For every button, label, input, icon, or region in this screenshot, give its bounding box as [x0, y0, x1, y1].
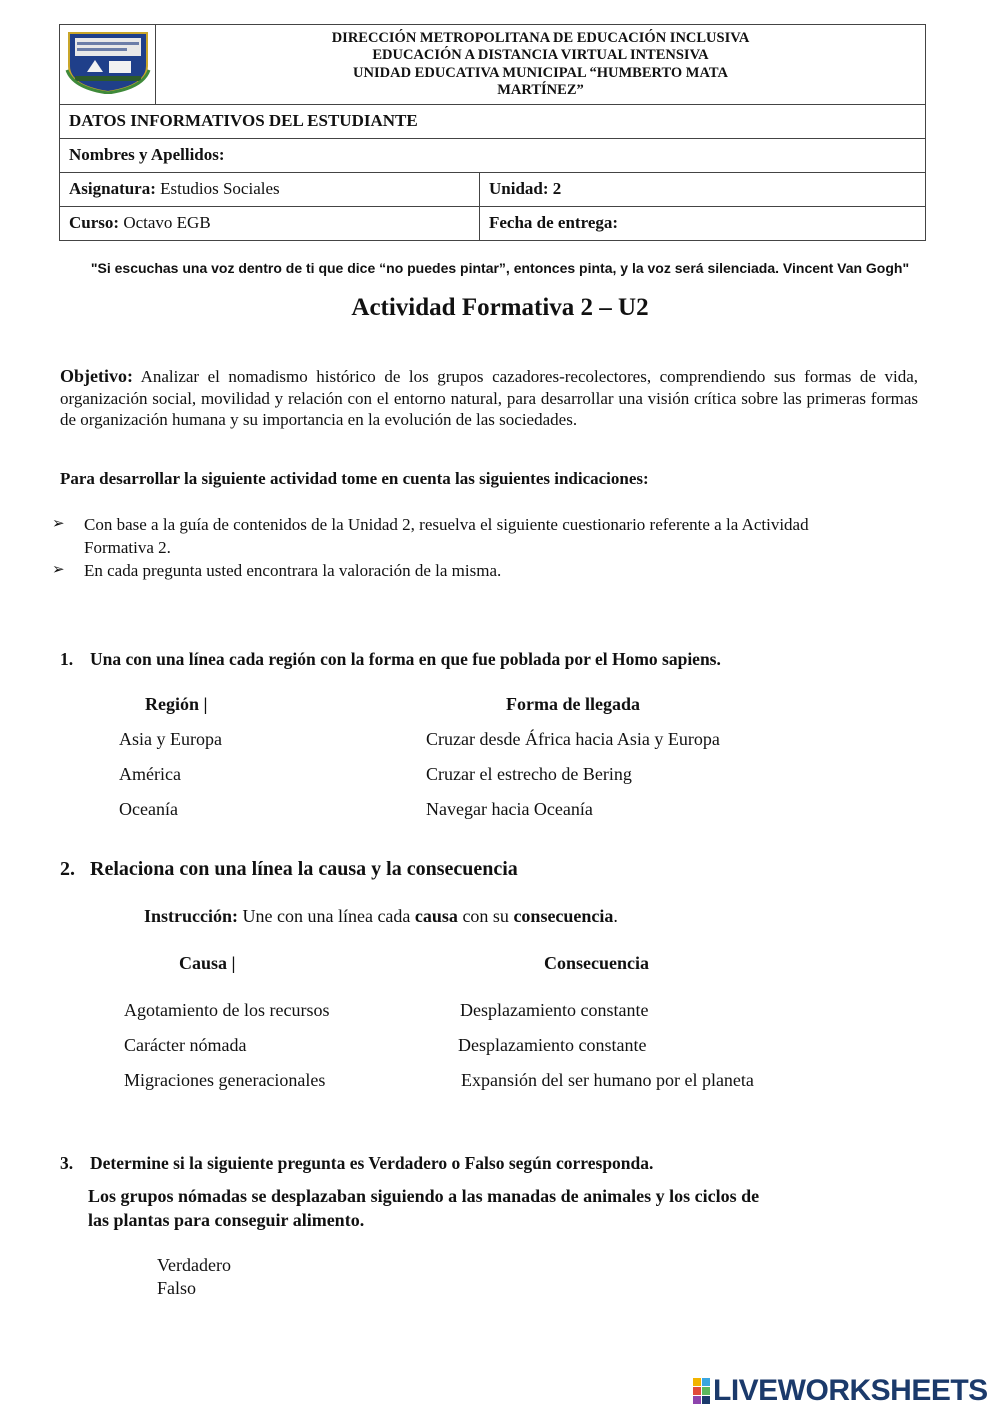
q3-number: 3. [60, 1153, 74, 1173]
page-title: Actividad Formativa 2 – U2 [351, 294, 649, 321]
instruction-text: En cada pregunta usted encontrara la valoración de la misma. [84, 561, 502, 580]
arrow-bullet-icon: ➢ [52, 562, 65, 578]
objective-paragraph [60, 366, 918, 431]
q2-instruction-text: consecuencia [513, 906, 614, 926]
q1-title [60, 649, 721, 670]
q2-number: 2. [60, 858, 75, 880]
brand-name: LIVEWORKSHEETS [713, 1374, 988, 1407]
unit-field: Unidad: 2 [480, 173, 926, 207]
liveworksheets-logo[interactable] [693, 1376, 993, 1406]
names-field[interactable]: Nombres y Apellidos: [60, 139, 926, 173]
q1-col-right-header: Forma de llegada [506, 694, 640, 714]
institution-heading [156, 25, 926, 105]
q2-right-item[interactable]: Desplazamiento constante [458, 1035, 647, 1055]
q1-right-item[interactable]: Cruzar el estrecho de Bering [426, 764, 632, 784]
objective-text: Analizar el nomadismo histórico de los grupos cazadores-recolectores, comprendiendo sus formas de vida, organización social, movilidad y relación con el entorno natural, para desarrollar una visión crítica sobre las primeras formas de organización humana y su importancia en la evolución de las sociedades. [60, 367, 918, 429]
header-table [59, 24, 926, 241]
q2-instruction-text: . [613, 906, 618, 926]
q1-left-item[interactable]: América [119, 764, 181, 784]
student-info-title: DATOS INFORMATIVOS DEL ESTUDIANTE [60, 105, 926, 139]
quote: "Si escuchas una voz dentro de ti que dice “no puedes pintar”, entonces pinta, y la voz será silenciada. Vincent Van Gogh" [90, 260, 910, 276]
q3-statement-line: Los grupos nómadas se desplazaban siguiendo a las manadas de animales y los ciclos de [88, 1186, 760, 1206]
q2-right-item[interactable]: Expansión del ser humano por el planeta [461, 1070, 754, 1090]
q2-right-item[interactable]: Desplazamiento constante [460, 1000, 649, 1020]
school-crest-icon [65, 30, 151, 94]
q3-title [60, 1153, 653, 1174]
q1-title-text: Una con una línea cada región con la forma en que fue poblada por el Homo sapiens. [90, 649, 721, 669]
course-label: Curso: [69, 213, 120, 233]
q2-title-text: Relaciona con una línea la causa y la consecuencia [90, 858, 518, 880]
q1-right-item[interactable]: Navegar hacia Oceanía [426, 799, 593, 819]
subject-field [60, 173, 480, 207]
subject-label: Asignatura: [69, 179, 156, 199]
q3-statement-line: las plantas para conseguir alimento. [88, 1210, 365, 1230]
arrow-bullet-icon: ➢ [52, 516, 65, 532]
q2-instruction-label: Instrucción: [144, 906, 238, 926]
q3-option-false[interactable]: Falso [157, 1278, 197, 1298]
q2-instruction-text: con su [457, 906, 514, 926]
objective-label: Objetivo: [60, 366, 133, 386]
course-field [60, 207, 480, 241]
institution-line: UNIDAD EDUCATIVA MUNICIPAL “HUMBERTO MATA [353, 64, 728, 81]
q2-instruction-text: Une con una línea cada [238, 906, 415, 926]
q2-instruction-text: causa [414, 906, 458, 926]
q3-option-true[interactable]: Verdadero [157, 1255, 231, 1275]
q2-left-item[interactable]: Carácter nómada [124, 1035, 247, 1055]
q1-right-item[interactable]: Cruzar desde África hacia Asia y Europa [426, 729, 720, 749]
q1-left-item[interactable]: Asia y Europa [119, 729, 222, 749]
subject-value: Estudios Sociales [155, 179, 280, 199]
q2-title [60, 858, 518, 881]
institution-line: MARTÍNEZ” [497, 81, 584, 98]
q1-number: 1. [60, 649, 74, 669]
institution-line: DIRECCIÓN METROPOLITANA DE EDUCACIÓN INCLUSIVA [331, 29, 750, 46]
school-logo [60, 25, 156, 105]
institution-line: EDUCACIÓN A DISTANCIA VIRTUAL INTENSIVA [372, 47, 709, 64]
q2-left-item[interactable]: Migraciones generacionales [124, 1070, 326, 1090]
q1-col-left-header: Región | [145, 694, 208, 714]
q2-col-right-header: Consecuencia [544, 953, 649, 973]
liveworksheets-mark-icon [693, 1378, 711, 1406]
instruction-text: Con base a la guía de contenidos de la Unidad 2, resuelva el siguiente cuestionario referente a la Actividad Formativa 2. [84, 515, 809, 557]
course-value: Octavo EGB [119, 213, 211, 233]
instructions-heading: Para desarrollar la siguiente actividad tome en cuenta las siguientes indicaciones: [60, 469, 649, 488]
due-date-field[interactable]: Fecha de entrega: [480, 207, 926, 241]
q1-left-item[interactable]: Oceanía [119, 799, 178, 819]
q2-left-item[interactable]: Agotamiento de los recursos [124, 1000, 330, 1020]
q3-title-text: Determine si la siguiente pregunta es Verdadero o Falso según corresponda. [90, 1153, 654, 1173]
q2-instruction [144, 906, 618, 927]
q2-col-left-header: Causa | [179, 953, 236, 973]
